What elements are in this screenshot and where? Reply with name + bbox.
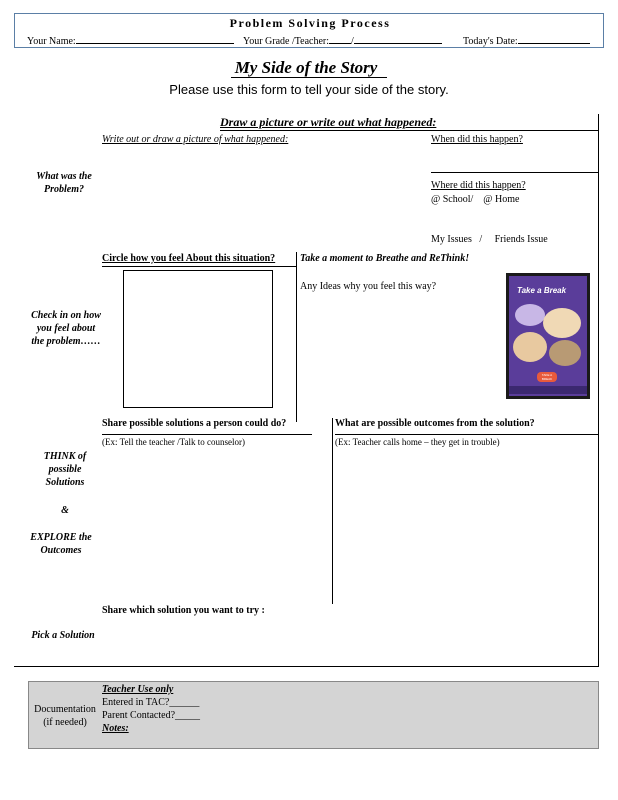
poster-footer (509, 386, 587, 394)
checkin-side-label: Check in on how you feel about the problem…… (31, 310, 101, 347)
name-label: Your Name: (27, 36, 76, 47)
name-field[interactable] (27, 34, 234, 47)
pick-side-label: Pick a Solution (31, 630, 95, 641)
bottom-border (14, 666, 599, 667)
when-answer-line[interactable] (431, 172, 599, 173)
solutions-prompt-text: Share possible solutions a person could do? (102, 418, 287, 429)
think-divider (332, 418, 333, 604)
poster-photo (543, 308, 581, 338)
date-field[interactable] (463, 34, 590, 47)
entered-tac-field[interactable]: Entered in TAC?______ (102, 697, 200, 708)
problem-instruction: Write out or draw a picture of what happened: (102, 134, 289, 145)
poster-badge-text: TAKE A BREAK (541, 373, 553, 381)
solutions-prompt (102, 418, 286, 429)
solutions-example: (Ex: Tell the teacher /Talk to counselor) (102, 437, 246, 447)
name-blank[interactable] (76, 34, 234, 44)
poster-title: Take a Break (517, 286, 567, 295)
draw-heading-rule (220, 130, 598, 131)
ideas-prompt: Any Ideas why you feel this way? (300, 281, 437, 292)
outcomes-rule (335, 434, 599, 435)
date-label: Today's Date: (463, 36, 518, 47)
issues-options[interactable]: My Issues / Friends Issue (431, 234, 548, 245)
breathe-prompt: Take a moment to Breathe and ReThink! (300, 253, 470, 264)
parent-contacted-field[interactable]: Parent Contacted?_____ (102, 710, 201, 721)
header-box (14, 13, 604, 48)
take-a-break-poster (506, 273, 590, 399)
amp-label: & (61, 505, 69, 516)
draw-heading: Draw a picture or write out what happened: (220, 115, 437, 129)
grade-blank[interactable] (329, 34, 351, 44)
story-subtitle: Please use this form to tell your side of the story. (169, 82, 449, 97)
checkin-divider (296, 252, 297, 422)
feelings-drawing-box[interactable] (123, 270, 273, 408)
when-label: When did this happen? (431, 134, 523, 145)
grade-slash: / (351, 36, 354, 47)
think-side-label: THINK of possible Solutions (43, 451, 87, 488)
date-blank[interactable] (518, 34, 590, 44)
story-title (0, 58, 618, 78)
poster-photo (515, 304, 545, 326)
explore-side-label: EXPLORE the Outcomes (30, 532, 92, 556)
pick-prompt: Share which solution you want to try : (102, 605, 265, 616)
notes-label: Notes: (102, 723, 129, 734)
where-options[interactable]: @ School/ @ Home (431, 194, 520, 205)
problem-side-label: What was the Problem? (36, 171, 92, 195)
documentation-label: Documentation (if needed) (34, 704, 96, 728)
form-title: Problem Solving Process (229, 16, 391, 30)
teacher-use-label: Teacher Use only (102, 684, 174, 695)
poster-photo (513, 332, 547, 362)
grade-label: Your Grade /Teacher: (243, 36, 330, 47)
poster-photo (549, 340, 581, 366)
story-title-text: My Side of the Story (231, 58, 388, 78)
teacher-blank[interactable] (354, 34, 442, 44)
circle-rule (102, 266, 296, 267)
circle-prompt: Circle how you feel About this situation? (102, 253, 276, 264)
outcomes-prompt: What are possible outcomes from the solution? (335, 418, 535, 429)
grade-field[interactable] (243, 34, 442, 47)
right-border (598, 114, 599, 667)
where-label: Where did this happen? (431, 180, 526, 191)
solutions-rule (102, 434, 312, 435)
outcomes-example: (Ex: Teacher calls home – they get in trouble) (335, 437, 500, 447)
teacher-documentation-panel (28, 681, 599, 749)
